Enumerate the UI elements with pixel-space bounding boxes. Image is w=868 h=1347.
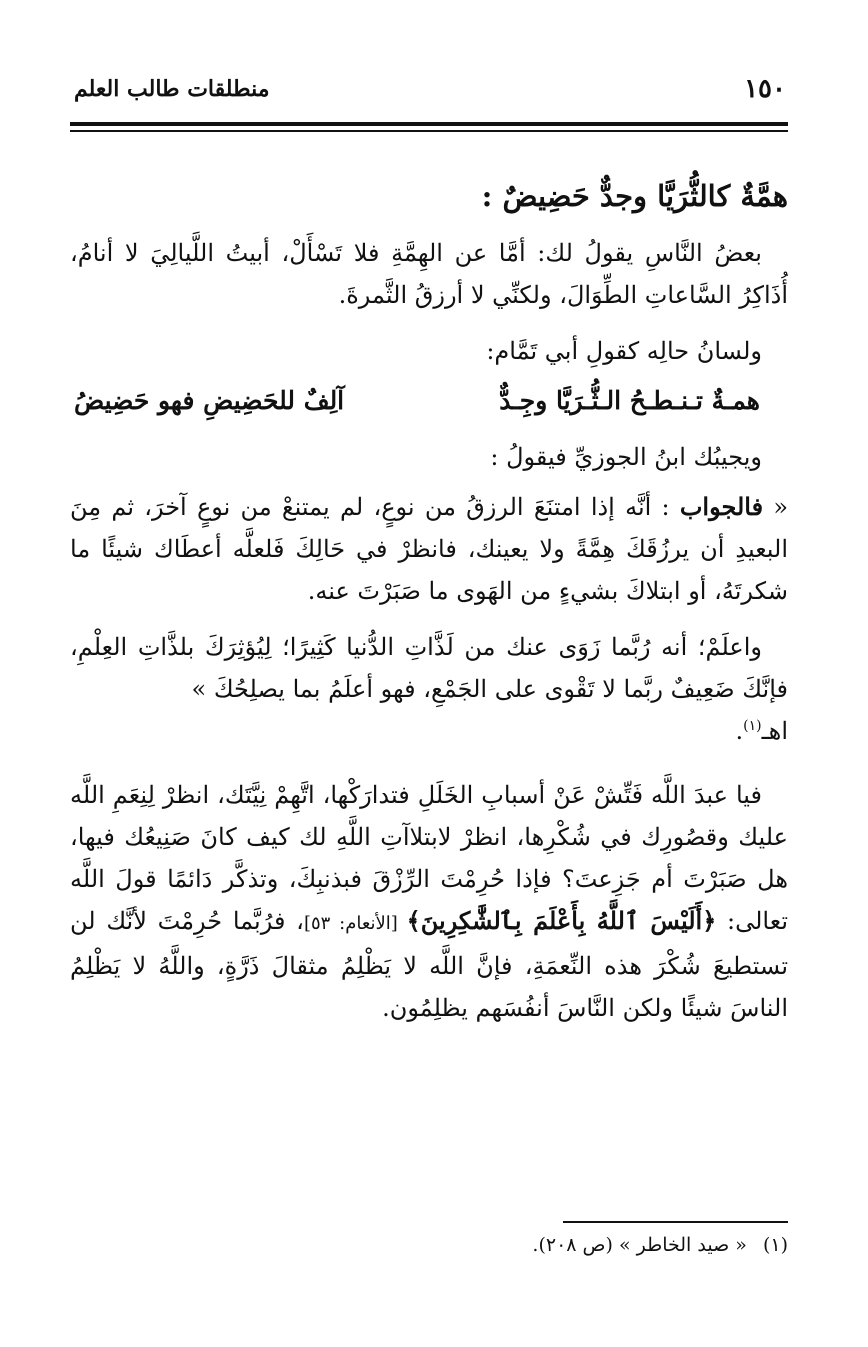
page-content <box>70 160 788 1043</box>
quote-paragraph-1 <box>70 486 788 612</box>
quran-verse: ﴿أَلَيْسَ ٱللَّهُ بِأَعْلَمَ بِٱلشَّٰكِرِينَ﴾ <box>406 906 717 935</box>
quote-text-1: : أنَّه إذا امتنَعَ الرزقُ من نوعٍ، لم يمتنعْ من نوعٍ آخرَ، ثم مِنَ البعيدِ أن يرزُقَكَ هِمَّةً ولا يعينك، فانظرْ في حَالِكَ فَلعلَّه أعطَاك شيئًا ما شكرتَهُ، أو ابتلاكَ بشيءٍ من الهَوى ما صَبَرْتَ عنه. <box>70 493 788 605</box>
poetry-verse <box>70 380 788 422</box>
section-title: همَّةٌ كالثُّرَيَّا وجدٌّ حَضِيضٌ : <box>481 179 788 213</box>
quote-paragraph-2 <box>70 626 788 752</box>
paragraph-4-text-a: فيا عبدَ اللَّه فَتِّشْ عَنْ أسبابِ الخَلَلِ فتدارَكْها، اتَّهِمْ نِيَّتَك، انظرْ لِنِعَمِ اللَّه عليك وقصُورِك في شُكْرِها، انظرْ لابتلاآتِ اللَّهِ لك كيف كانَ صَنِيعُك فيها، هل صَبَرْتَ أم جَزِعتَ؟ فإذا حُرِمْتَ الرِّزْقَ فبذنبِكَ، وتذكَّر دَائمًا قولَ اللَّه تعالى: <box>70 781 788 935</box>
paragraph-1: بعضُ النَّاسِ يقولُ لك: أمَّا عن الهِمَّةِ فلا تَسْأَلْ، أبيتُ اللَّيالِيَ لا أنامُ، أُذَاكِرُ السَّاعاتِ الطِّوَالَ، ولكنِّي لا أرزقُ الثَّمرةَ. <box>70 239 788 309</box>
quote-end-abbrev: اهـ <box>761 717 788 745</box>
quote-answer-word: فالجواب <box>679 492 764 521</box>
verse-second-hemistich: آلِفٌ للحَضِيضِ فهو حَضِيضُ <box>74 386 345 415</box>
header-rule-thick <box>70 122 788 126</box>
quran-reference: [الأنعام: ٥٣] <box>303 913 407 934</box>
paragraph-3: ويجيبُك ابنُ الجوزيِّ فيقولُ : <box>490 443 762 471</box>
footnote <box>70 1232 788 1258</box>
footnote-text: « صيد الخاطر » (ص ٢٠٨). <box>532 1234 747 1256</box>
header-rule-thin <box>70 130 788 132</box>
page-header <box>70 74 788 114</box>
paragraph-4 <box>70 774 788 1029</box>
footnote-ref-1[interactable]: (١) <box>743 718 762 734</box>
quote-end-dot: . <box>735 717 744 745</box>
paragraph-2: ولسانُ حالِه كقولِ أبي تَمَّام: <box>486 337 762 365</box>
page-number: ١٥٠ <box>744 74 786 104</box>
quote-open-mark: « <box>773 493 788 521</box>
paragraph-4-text-b: ، فرُبَّما حُرِمْتَ لأنَّك لن تستطيعَ شُكْرَ هذه النِّعمَةِ، فإنَّ اللَّه لا يَظْلِمُ مثقالَ ذَرَّةٍ، واللَّهُ لا يَظْلِمُ الناسَ شيئًا ولكن النَّاسَ أنفُسَهم يظلِمُون. <box>70 907 788 1022</box>
book-page <box>70 60 788 1300</box>
quote-text-2: واعلَمْ؛ أنه رُبَّما زَوَى عنك من لَذَّاتِ الدُّنيا كَثِيرًا؛ لِيُؤثِرَكَ بلذَّاتِ العِلْمِ، فإنَّكَ ضَعِيفٌ ربَّما لا تَقْوى على الجَمْعِ، فهو أعلَمُ بما يصلِحُكَ » <box>70 633 788 703</box>
running-title: منطلقات طالب العلم <box>74 76 270 102</box>
verse-first-hemistich: همـةٌ تـنـطـحُ الـثُّـرَيَّا وجِـدٌّ <box>499 386 760 415</box>
footnote-rule <box>563 1221 788 1223</box>
footnote-marker: (١) <box>762 1234 788 1256</box>
